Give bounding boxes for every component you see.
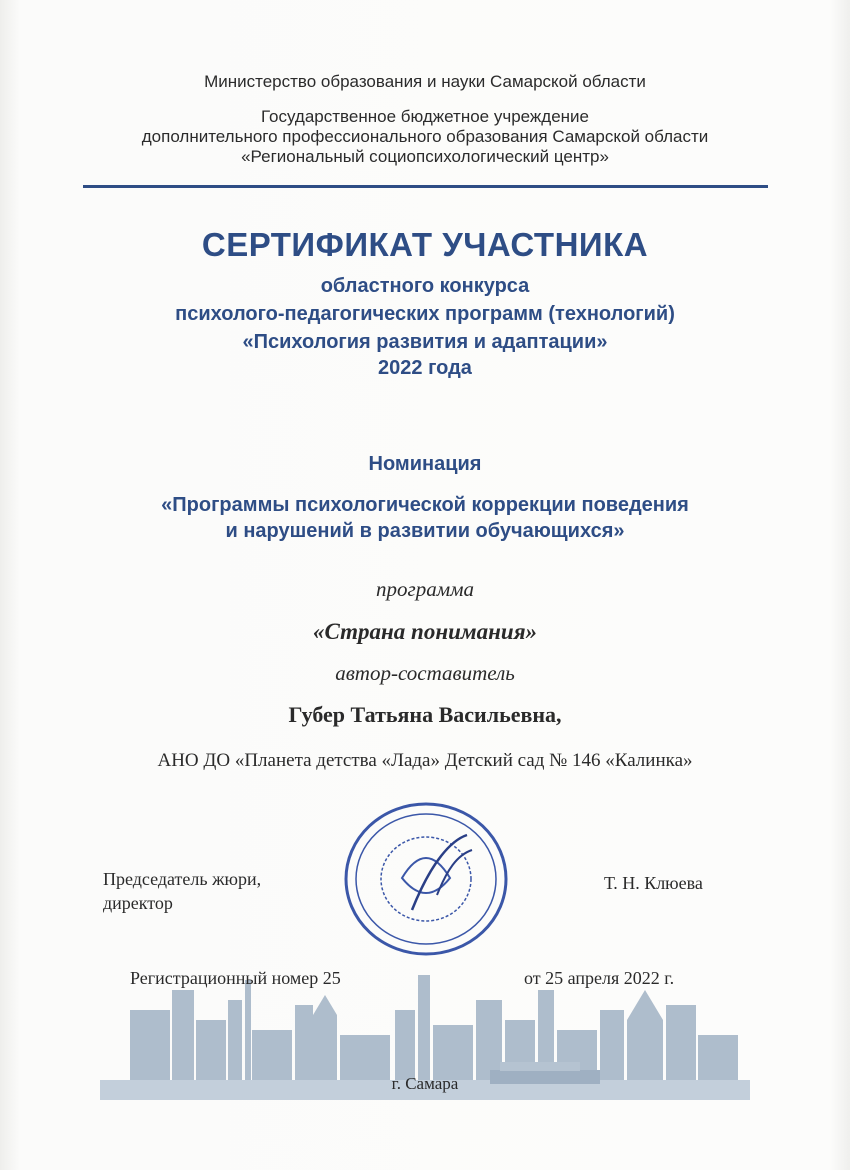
official-seal: [342, 800, 510, 958]
signer-name: Т. Н. Клюева: [604, 873, 703, 893]
institution-line-1: Государственное бюджетное учреждение: [260, 107, 590, 126]
contest-line-2: психолого-педагогических программ (технологий): [175, 303, 675, 325]
signature-role-line-2: директор: [103, 893, 173, 913]
contest-line-1: областного конкурса: [320, 275, 530, 297]
nomination-line-2: и нарушений в развитии обучающихся»: [225, 520, 625, 542]
author-name: Губер Татьяна Васильевна,: [288, 702, 562, 727]
contest-year: 2022 года: [378, 357, 472, 379]
nomination-label: Номинация: [368, 453, 482, 475]
nomination-line-1: «Программы психологической коррекции поведения: [161, 494, 689, 516]
author-label: автор-составитель: [335, 661, 515, 685]
header-divider: [83, 185, 768, 188]
city-name: г. Самара: [391, 1074, 459, 1093]
signature-role-line-1: Председатель жюри,: [103, 869, 262, 889]
signature-role: [103, 867, 261, 915]
program-name: «Страна понимания»: [312, 619, 538, 644]
certificate-title: СЕРТИФИКАТ УЧАСТНИКА: [201, 226, 649, 263]
registration-number: Регистрационный номер 25: [130, 968, 341, 988]
institution-line-2: дополнительного профессионального образования Самарской области: [141, 127, 709, 146]
institution-line-3: «Региональный социопсихологический центр»: [241, 147, 609, 166]
program-label: программа: [376, 577, 474, 601]
contest-line-3: «Психология развития и адаптации»: [242, 331, 608, 353]
ministry-name: Министерство образования и науки Самарской области: [204, 72, 646, 91]
registration-date: от 25 апреля 2022 г.: [524, 968, 675, 988]
organization-name: АНО ДО «Планета детства «Лада» Детский сад № 146 «Калинка»: [157, 750, 693, 771]
